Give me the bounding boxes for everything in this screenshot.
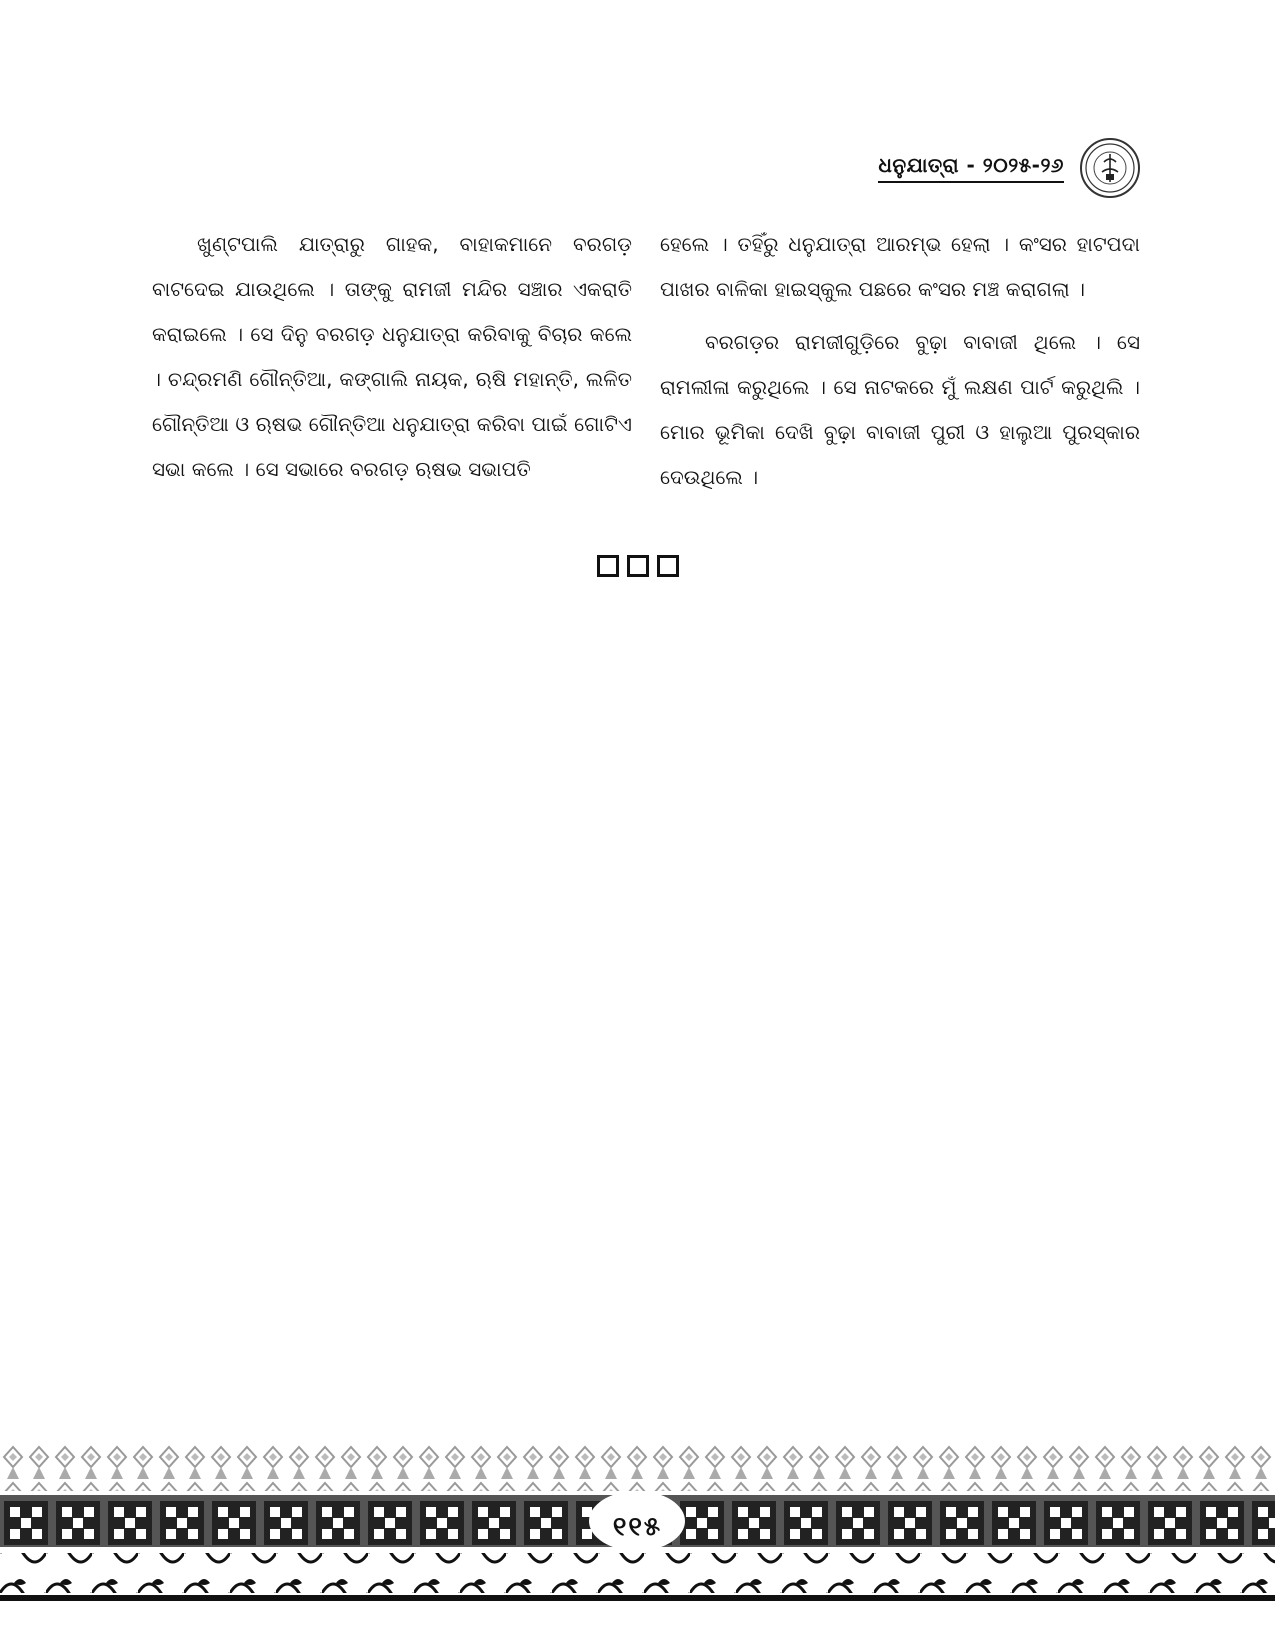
left-column [152,222,632,508]
article-body [152,222,1140,508]
paragraph: ବରଗଡ଼ର ରାମଜୀଗୁଡ଼ିରେ ବୁଢ଼ା ବାବାଜୀ ଥିଲେ । ସେ ରାମଲୀଳା କରୁଥିଲେ । ସେ ନାଟକରେ ମୁଁ ଲକ୍ଷଣ ପାର୍ଟ କରୁଥିଲି । ମୋର ଭୂମିକା ଦେଖି ବୁଢ଼ା ବାବାଜୀ ପୁରୀ ଓ ହାଲୁଆ ପୁରସ୍କାର ଦେଉଥିଲେ । [660,330,1140,489]
square-icon [597,555,619,577]
square-icon [657,555,679,577]
right-column [660,222,1140,508]
publication-title: ଧନୁଯାତ୍ରା - ୨୦୨୫-୨୬ [878,153,1064,183]
square-icon [627,555,649,577]
paragraph: ହେଲେ । ତହିଁରୁ ଧନୁଯାତ୍ରା ଆରମ୍ଭ ହେଲା । କଂସର ହାଟପଦା ପାଖର ବାଳିକା ହାଇସ୍କୁଲ ପଛରେ କଂସର ମଞ୍ଚ କରାଗଲା । [660,232,1140,301]
page-number: ୧୧୫ [612,1512,663,1542]
emblem-seal-icon [1080,138,1140,198]
end-of-article-marker [0,555,1275,577]
paragraph: ଖୁଣ୍ଟପାଲି ଯାତ୍ରାରୁ ଗାହକ, ବାହାକମାନେ ବରଗଡ଼ ବାଟଦେଇ ଯାଉଥିଲେ । ତାଙ୍କୁ ରାମଜୀ ମନ୍ଦିର ସଞ୍ଚାର ଏକରାତି କରାଇଲେ । ସେ ଦିନୁ ବରଗଡ଼ ଧନୁଯାତ୍ରା କରିବାକୁ ବିଚାର କଲେ । ଚନ୍ଦ୍ରମଣି ଗୌନ୍ତିଆ, କଙ୍ଗାଲି ନାୟକ, ଋଷି ମହାନ୍ତି, ଲଳିତ ଗୌନ୍ତିଆ ଓ ଋଷଭ ଗୌନ୍ତିଆ ଧନୁଯାତ୍ରା କରିବା ପାଇଁ ଗୋଟିଏ ସଭା କଲେ । ସେ ସଭାରେ ବରଗଡ଼ ଋଷଭ ସଭାପତି [152,232,632,481]
tribal-pattern-border-icon [0,1445,1275,1650]
page-header [878,138,1140,198]
